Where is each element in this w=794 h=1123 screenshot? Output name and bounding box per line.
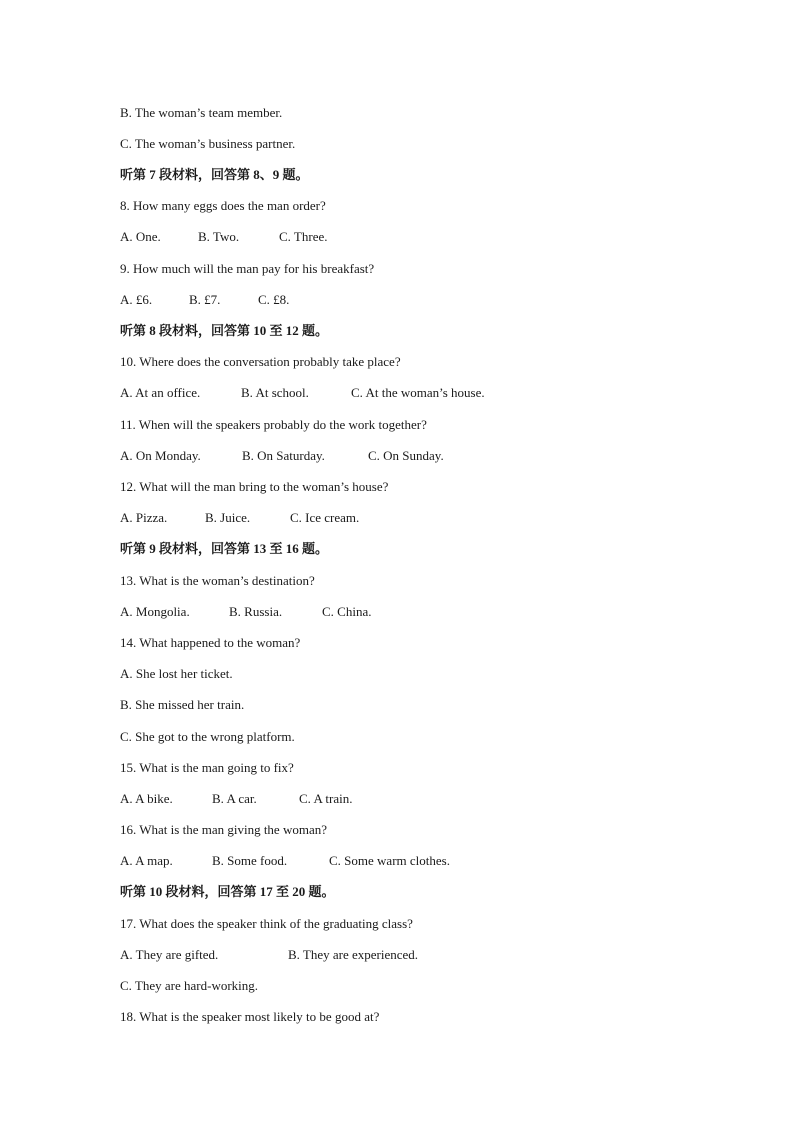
option-line-q7-b: B. The woman’s team member.: [120, 105, 283, 120]
option-a: A. At an office.: [120, 385, 201, 400]
option-b: B. Some food.: [212, 853, 288, 868]
option-b: B. At school.: [241, 385, 309, 400]
option-a: A. On Monday.: [120, 448, 201, 463]
section-heading-9: 听第 9 段材料，回答第 13 至 16 题。: [120, 541, 329, 556]
option-a: A. A map.: [120, 853, 173, 868]
option-a: A. A bike.: [120, 791, 173, 806]
option-line-q7-c: C. The woman’s business partner.: [120, 136, 296, 151]
option-b: B. They are experienced.: [288, 947, 419, 962]
option-c: C. A train.: [299, 791, 353, 806]
question-10: 10. Where does the conversation probably take place?: [120, 354, 401, 369]
question-15: 15. What is the man going to fix?: [120, 760, 294, 775]
question-18: 18. What is the speaker most likely to be good at?: [120, 1009, 380, 1024]
option-line-q14-c: C. She got to the wrong platform.: [120, 729, 295, 744]
question-16: 16. What is the man giving the woman?: [120, 822, 327, 837]
option-c: C. Ice cream.: [290, 510, 360, 525]
option-a: A. One.: [120, 229, 161, 244]
option-b: B. A car.: [212, 791, 257, 806]
question-11: 11. When will the speakers probably do the work together?: [120, 417, 427, 432]
option-a: A. Pizza.: [120, 510, 168, 525]
option-c: C. £8.: [258, 292, 290, 307]
option-c: C. On Sunday.: [368, 448, 444, 463]
option-a: A. They are gifted.: [120, 947, 219, 962]
section-heading-8: 听第 8 段材料，回答第 10 至 12 题。: [120, 323, 329, 338]
question-14: 14. What happened to the woman?: [120, 635, 301, 650]
option-b: B. £7.: [189, 292, 221, 307]
option-c: C. Some warm clothes.: [329, 853, 450, 868]
section-heading-7: 听第 7 段材料，回答第 8、9 题。: [120, 167, 309, 182]
option-c: C. At the woman’s house.: [351, 385, 485, 400]
option-b: B. Two.: [198, 229, 240, 244]
question-13: 13. What is the woman’s destination?: [120, 573, 315, 588]
question-9: 9. How much will the man pay for his breakfast?: [120, 261, 375, 276]
option-a: A. Mongolia.: [120, 604, 190, 619]
section-heading-10: 听第 10 段材料，回答第 17 至 20 题。: [120, 884, 335, 899]
question-12: 12. What will the man bring to the woman’s house?: [120, 479, 389, 494]
option-line-q14-a: A. She lost her ticket.: [120, 666, 233, 681]
option-b: B. Russia.: [229, 604, 283, 619]
question-17: 17. What does the speaker think of the graduating class?: [120, 916, 413, 931]
option-b: B. On Saturday.: [242, 448, 325, 463]
option-c: C. Three.: [279, 229, 328, 244]
option-line-q17-c: C. They are hard-working.: [120, 978, 259, 993]
question-8: 8. How many eggs does the man order?: [120, 198, 326, 213]
option-a: A. £6.: [120, 292, 153, 307]
option-line-q14-b: B. She missed her train.: [120, 697, 245, 712]
option-c: C. China.: [322, 604, 372, 619]
option-b: B. Juice.: [205, 510, 251, 525]
